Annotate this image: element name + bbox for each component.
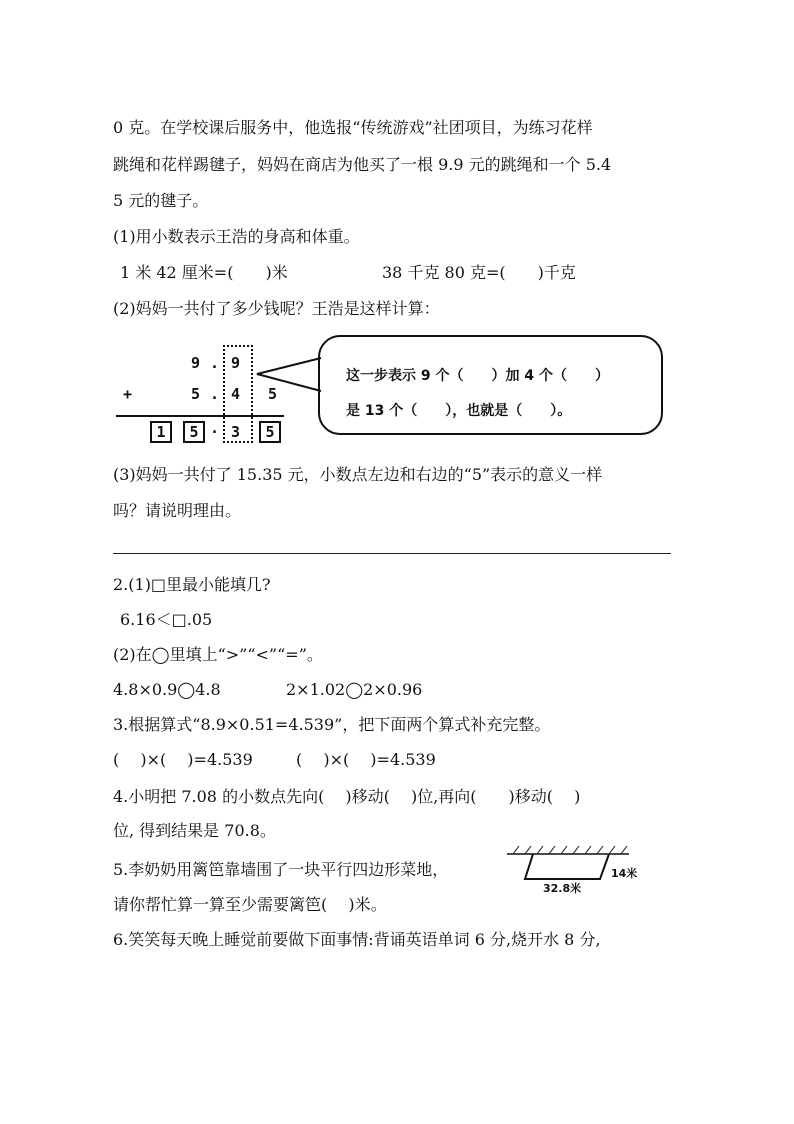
speech-bubble — [318, 335, 663, 435]
q2-part1-expression: 6.16＜□.05 — [120, 610, 213, 629]
calc-row2-digit: 5 — [191, 385, 201, 403]
q5-line2: 请你帮忙算一算至少需要篱笆( )米。 — [113, 895, 387, 914]
q4-line1: 4.小明把 7.08 的小数点先向( )移动( )位,再向( )移动( ) — [113, 787, 581, 806]
figure-base-label: 32.8米 — [543, 882, 582, 895]
q6-line1: 6.笑笑每天晚上睡觉前要做下面事情:背诵英语单词 6 分,烧开水 8 分, — [113, 930, 601, 949]
q1-part3-line1: (3)妈妈一共付了 15.35 元，小数点左边和右边的“5”表示的意义一样 — [113, 465, 603, 484]
q1-intro-line1: 0 克。在学校课后服务中，他选报“传统游戏”社团项目，为练习花样 — [113, 118, 593, 137]
q2-part2-prompt: (2)在◯里填上“>”“<”“=”。 — [113, 645, 323, 664]
bubble-line1: 这一步表示 9 个（ ）加 4 个（ ） — [346, 368, 609, 384]
q1-part2-prompt: (2)妈妈一共付了多少钱呢？王浩是这样计算： — [113, 299, 440, 318]
calc-row1-tenths: 9 — [231, 354, 241, 372]
result-tenths: 3 — [231, 423, 241, 441]
q1-intro-line3: 5 元的毽子。 — [113, 191, 209, 210]
sum-line — [116, 415, 284, 417]
calc-row1-point: . — [210, 354, 220, 372]
q4-line2: 位, 得到结果是 70.8。 — [113, 821, 276, 840]
result-box-ones: 5 — [183, 421, 205, 443]
calc-plus-sign: + — [123, 385, 133, 403]
q2-part1-prompt: 2.(1)□里最小能填几? — [113, 575, 271, 594]
q1-part1-prompt: (1)用小数表示王浩的身高和体重。 — [113, 227, 360, 246]
q1-part1-height: 1 米 42 厘米=( )米 — [120, 263, 288, 282]
bubble-junction — [429, 336, 435, 342]
answer-line — [113, 553, 671, 554]
vertical-addition-figure — [113, 335, 673, 445]
bubble-pointer — [255, 355, 325, 395]
parallelogram-garden-figure — [505, 838, 645, 898]
q2-part2-expr-b: 2×1.02◯2×0.96 — [286, 680, 423, 699]
calc-row2-tenths: 4 — [231, 385, 241, 403]
calc-row1-digit: 9 — [191, 354, 201, 372]
q3-expr-a: ( )×( )=4.539 — [113, 750, 253, 769]
result-point: · — [210, 423, 220, 441]
q3-prompt: 3.根据算式“8.9×0.51=4.539”，把下面两个算式补充完整。 — [113, 715, 551, 734]
calc-row2-point: . — [210, 385, 220, 403]
q1-part3-line2: 吗？请说明理由。 — [113, 501, 242, 520]
bubble-line2: 是 13 个（ ），也就是（ ）。 — [346, 403, 572, 419]
result-box-tens: 1 — [150, 421, 172, 443]
q3-expr-b: ( )×( )=4.539 — [296, 750, 436, 769]
q5-line1: 5.李奶奶用篱笆靠墙围了一块平行四边形菜地， — [113, 860, 449, 879]
figure-side-label: 14米 — [611, 867, 638, 880]
calc-row2-hundredths: 5 — [268, 385, 278, 403]
q1-part1-weight: 38 千克 80 克=( )千克 — [382, 263, 576, 282]
result-box-hundredths: 5 — [259, 421, 281, 443]
q1-intro-line2: 跳绳和花样踢毽子，妈妈在商店为他买了一根 9.9 元的跳绳和一个 5.4 — [113, 155, 612, 174]
q2-part2-expr-a: 4.8×0.9◯4.8 — [113, 680, 221, 699]
